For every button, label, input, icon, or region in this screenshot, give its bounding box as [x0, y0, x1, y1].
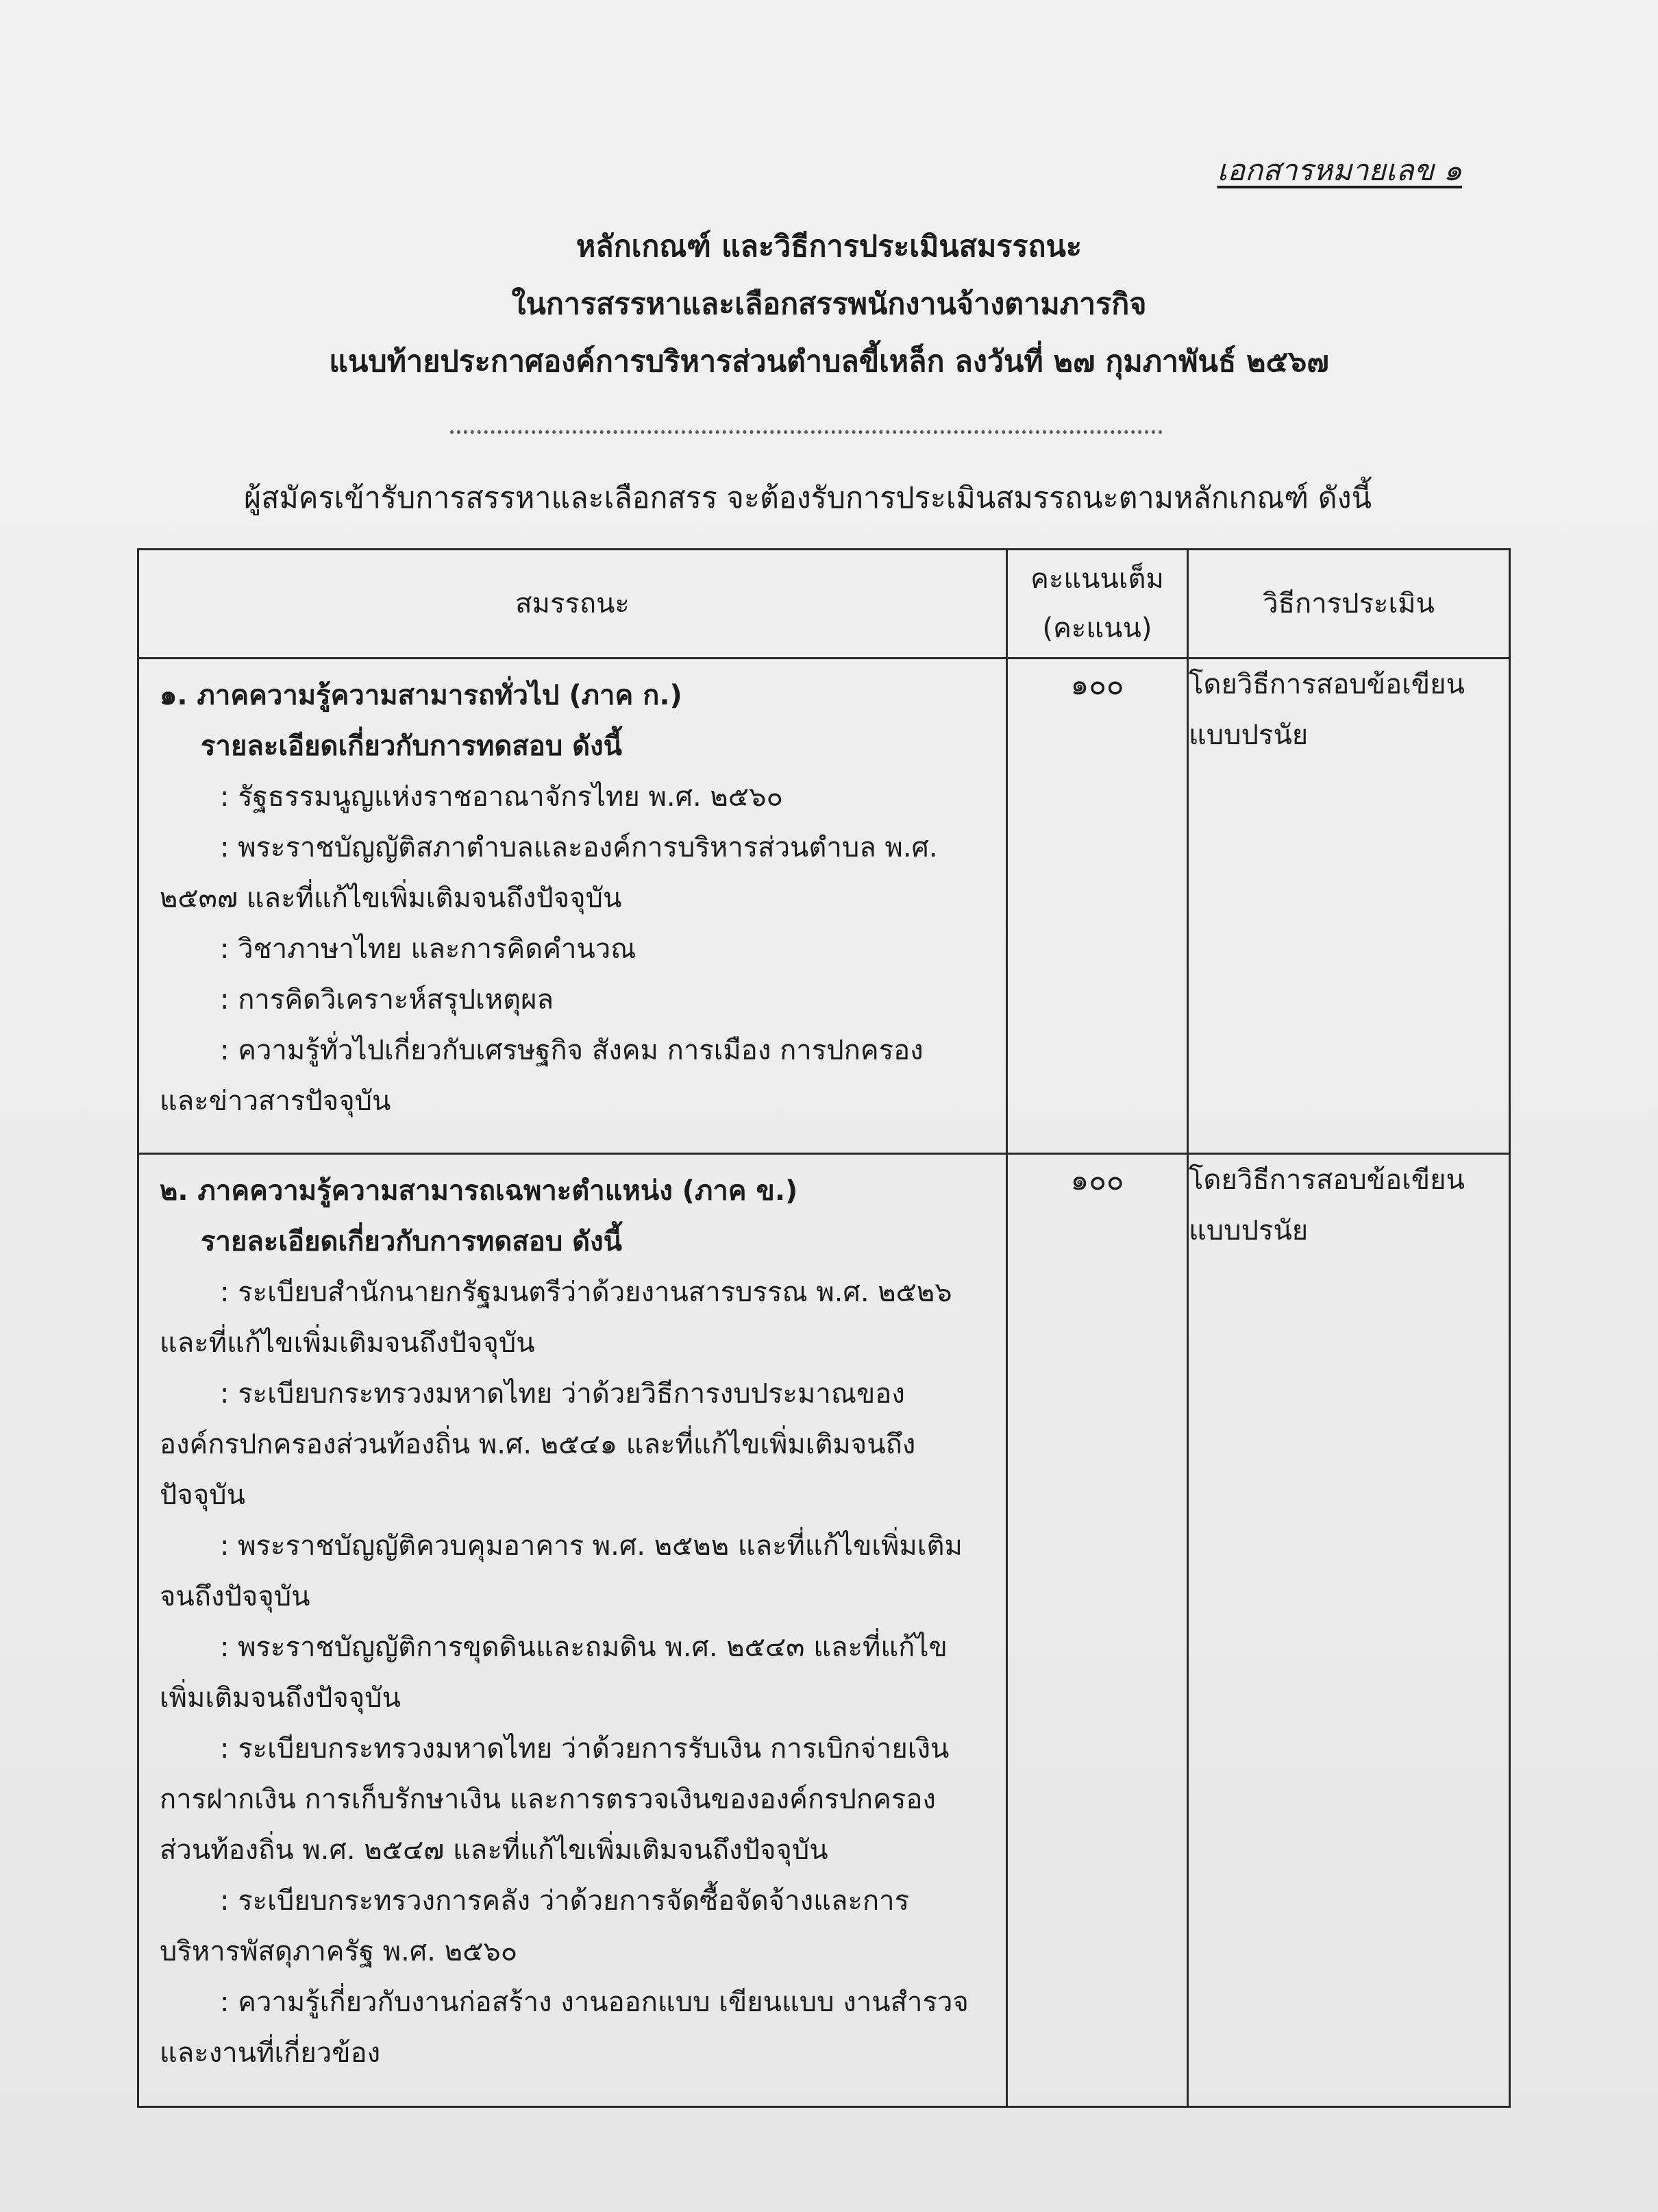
header-competency: สมรรถนะ — [138, 550, 1007, 659]
table-header-row — [138, 550, 1510, 659]
method-line-2: แบบปรนัย — [1189, 720, 1309, 751]
header-method: วิธีการประเมิน — [1188, 550, 1510, 659]
assessment-method — [1188, 1154, 1510, 2107]
list-item-continuation: ปัจจุบัน — [160, 1479, 245, 1511]
list-item: : รัฐธรรมนูญแห่งราชอาณาจักรไทย พ.ศ. ๒๕๖๐ — [220, 781, 783, 813]
list-item-continuation: บริหารพัสดุภาครัฐ พ.ศ. ๒๕๖๐ — [160, 1936, 518, 1967]
section-heading: ๒. ภาคความรู้ความสามารถเฉพาะตำแหน่ง (ภาค ข.) — [160, 1175, 798, 1207]
list-item: : ระเบียบกระทรวงมหาดไทย ว่าด้วยการรับเงิน การเบิกจ่ายเงิน — [220, 1733, 950, 1765]
title-line-1: หลักเกณฑ์ และวิธีการประเมินสมรรถนะ — [576, 230, 1082, 264]
method-line-2: แบบปรนัย — [1189, 1215, 1309, 1246]
list-item: : ความรู้เกี่ยวกับงานก่อสร้าง งานออกแบบ เขียนแบบ งานสำรวจ — [220, 1987, 969, 2018]
list-item-continuation: และที่แก้ไขเพิ่มเติมจนถึงปัจจุบัน — [160, 1327, 535, 1359]
list-item: : ระเบียบกระทรวงการคลัง ว่าด้วยการจัดซื้อจัดจ้างและการ — [220, 1885, 910, 1917]
list-item-continuation: จนถึงปัจจุบัน — [160, 1581, 310, 1612]
table-row — [138, 1154, 1510, 2107]
header-full-score — [1007, 550, 1188, 659]
dotted-separator — [450, 430, 1163, 434]
list-item-continuation: และงานที่เกี่ยวข้อง — [160, 2037, 381, 2069]
full-score-value: ๑๐๐ — [1007, 659, 1188, 1154]
list-item-continuation: องค์กรปกครองส่วนท้องถิ่น พ.ศ. ๒๕๔๑ และที่แก้ไขเพิ่มเติมจนถึง — [160, 1429, 916, 1460]
title-line-3: แนบท้ายประกาศองค์การบริหารส่วนตำบลขี้เหล็ก ลงวันที่ ๒๗ กุมภาพันธ์ ๒๕๖๗ — [329, 345, 1329, 379]
list-item: : ความรู้ทั่วไปเกี่ยวกับเศรษฐกิจ สังคม การเมือง การปกครอง — [220, 1035, 924, 1066]
competency-table — [137, 548, 1511, 2108]
list-item-continuation: ส่วนท้องถิ่น พ.ศ. ๒๕๔๗ และที่แก้ไขเพิ่มเติมจนถึงปัจจุบัน — [160, 1834, 828, 1866]
section-subheading: รายละเอียดเกี่ยวกับการทดสอบ ดังนี้ — [201, 730, 622, 762]
list-item-continuation: ๒๕๓๗ และที่แก้ไขเพิ่มเติมจนถึงปัจจุบัน — [160, 883, 622, 914]
list-item: : พระราชบัญญัติสภาตำบลและองค์การบริหารส่วนตำบล พ.ศ. — [220, 832, 938, 863]
header-score-line-1: คะแนนเต็ม — [1030, 563, 1164, 595]
list-item: : ระเบียบสำนักนายกรัฐมนตรีว่าด้วยงานสารบรรณ พ.ศ. ๒๕๒๖ — [220, 1277, 952, 1308]
document-title — [0, 218, 1658, 391]
table-row — [138, 659, 1510, 1154]
list-item: : ระเบียบกระทรวงมหาดไทย ว่าด้วยวิธีการงบประมาณของ — [220, 1378, 905, 1410]
list-item: : พระราชบัญญัติการขุดดินและถมดิน พ.ศ. ๒๕๔๓ และที่แก้ไข — [220, 1632, 948, 1663]
assessment-method — [1188, 659, 1510, 1154]
title-line-2: ในการสรรหาและเลือกสรรพนักงานจ้างตามภารกิจ — [511, 287, 1147, 321]
list-item: : พระราชบัญญัติควบคุมอาคาร พ.ศ. ๒๕๒๒ และที่แก้ไขเพิ่มเติม — [220, 1530, 963, 1562]
header-score-line-2: (คะแนน) — [1042, 613, 1152, 644]
section-subheading: รายละเอียดเกี่ยวกับการทดสอบ ดังนี้ — [201, 1226, 622, 1257]
list-item-continuation: และข่าวสารปัจจุบัน — [160, 1085, 391, 1117]
full-score-value: ๑๐๐ — [1007, 1154, 1188, 2107]
document-number: เอกสารหมายเลข ๑ — [1217, 153, 1462, 188]
method-line-1: โดยวิธีการสอบข้อเขียน — [1189, 669, 1465, 700]
list-item-continuation: เพิ่มเติมจนถึงปัจจุบัน — [160, 1682, 401, 1714]
list-item-continuation: การฝากเงิน การเก็บรักษาเงิน และการตรวจเงินขององค์กรปกครอง — [160, 1784, 936, 1815]
competency-cell — [138, 1154, 1007, 2107]
competency-cell — [138, 659, 1007, 1154]
list-item: : วิชาภาษาไทย และการคิดคำนวณ — [220, 933, 636, 965]
intro-text: ผู้สมัครเข้ารับการสรรหาและเลือกสรร จะต้องรับการประเมินสมรรถนะตามหลักเกณฑ์ ดังนี้ — [244, 481, 1372, 515]
section-heading: ๑. ภาคความรู้ความสามารถทั่วไป (ภาค ก.) — [160, 680, 682, 711]
list-item: : การคิดวิเคราะห์สรุปเหตุผล — [220, 984, 554, 1016]
method-line-1: โดยวิธีการสอบข้อเขียน — [1189, 1164, 1465, 1196]
